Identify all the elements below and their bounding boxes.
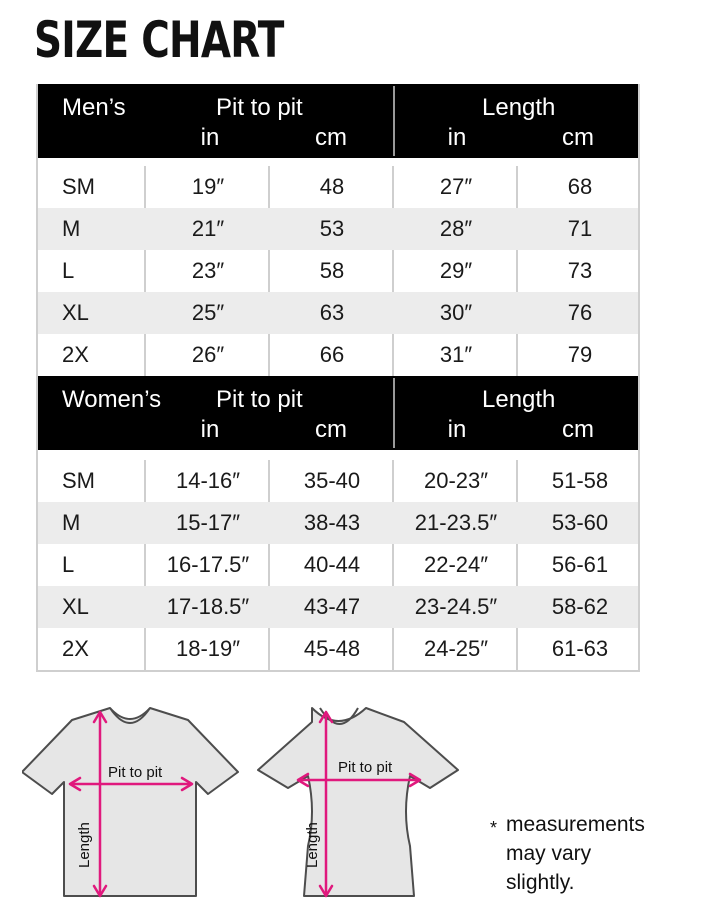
length-cm-cell: 73 <box>567 258 593 283</box>
pit-in-cell: 14-16″ <box>175 468 241 493</box>
mens-pit-to-pit-header: Pit to pit <box>216 94 303 121</box>
womens-unit-length-cm: cm <box>562 416 594 443</box>
pit-in-cell: 21″ <box>191 216 225 241</box>
size-cell: L <box>62 258 75 283</box>
size-cell: XL <box>62 594 89 619</box>
womens-table-header <box>38 376 638 450</box>
length-in-cell: 24-25″ <box>423 636 489 661</box>
womens-tshirt-diagram <box>254 696 464 900</box>
pit-cm-cell: 58 <box>319 258 345 283</box>
length-cm-cell: 56-61 <box>551 552 609 577</box>
mens-group-label: Men’s <box>62 94 126 121</box>
pit-in-cell: 19″ <box>191 174 225 199</box>
pit-in-cell: 23″ <box>191 258 225 283</box>
womens-tshirt-icon <box>258 708 458 896</box>
mens-length-header: Length <box>482 94 556 121</box>
length-in-cell: 30″ <box>439 300 473 325</box>
size-cell: XL <box>62 300 89 325</box>
table-row <box>38 166 638 208</box>
length-in-cell: 21-23.5″ <box>414 510 498 535</box>
header-divider <box>393 86 395 156</box>
length-cm-cell: 71 <box>567 216 593 241</box>
size-cell: 2X <box>62 636 89 661</box>
table-row <box>38 250 638 292</box>
size-cell: M <box>62 510 81 535</box>
length-label: Length <box>304 822 321 868</box>
pit-cm-cell: 40-44 <box>303 552 361 577</box>
length-in-cell: 20-23″ <box>423 468 489 493</box>
length-in-cell: 22-24″ <box>423 552 489 577</box>
pit-in-cell: 15-17″ <box>175 510 241 535</box>
mens-table-header <box>38 84 638 158</box>
size-cell: 2X <box>62 342 89 367</box>
length-in-cell: 27″ <box>439 174 473 199</box>
table-row <box>38 460 638 502</box>
note-line: measurements <box>506 813 645 836</box>
pit-to-pit-label: Pit to pit <box>108 764 163 781</box>
header-divider <box>393 378 395 448</box>
pit-in-cell: 26″ <box>191 342 225 367</box>
table-row <box>38 544 638 586</box>
mens-unit-pit-cm: cm <box>315 124 347 151</box>
mens-size-table <box>36 84 640 376</box>
mens-tshirt-diagram <box>22 696 242 900</box>
pit-cm-cell: 45-48 <box>303 636 361 661</box>
note-line: slightly. <box>506 871 575 894</box>
pit-cm-cell: 48 <box>319 174 345 199</box>
length-label: Length <box>76 822 93 868</box>
size-cell: SM <box>62 174 95 199</box>
pit-cm-cell: 43-47 <box>303 594 361 619</box>
table-row <box>38 334 638 376</box>
womens-unit-length-in: in <box>447 416 467 443</box>
mens-unit-pit-in: in <box>200 124 220 151</box>
table-row <box>38 502 638 544</box>
womens-unit-pit-in: in <box>200 416 220 443</box>
mens-table-body <box>38 166 638 376</box>
length-in-cell: 31″ <box>439 342 473 367</box>
pit-cm-cell: 66 <box>319 342 345 367</box>
length-in-cell: 29″ <box>439 258 473 283</box>
table-row <box>38 208 638 250</box>
page-title: SIZE CHART <box>34 11 284 69</box>
womens-group-label: Women’s <box>62 386 162 413</box>
womens-size-table <box>36 376 640 672</box>
length-cm-cell: 68 <box>567 174 593 199</box>
length-cm-cell: 61-63 <box>551 636 609 661</box>
pit-cm-cell: 53 <box>319 216 345 241</box>
note-line: may vary <box>506 842 592 865</box>
table-row <box>38 292 638 334</box>
pit-in-cell: 18-19″ <box>175 636 241 661</box>
table-row <box>38 628 638 670</box>
pit-cm-cell: 35-40 <box>303 468 361 493</box>
size-cell: M <box>62 216 81 241</box>
size-cell: L <box>62 552 75 577</box>
mens-tshirt-icon <box>22 708 238 896</box>
length-cm-cell: 53-60 <box>551 510 609 535</box>
womens-table-body <box>38 460 638 670</box>
mens-unit-length-in: in <box>447 124 467 151</box>
asterisk: * <box>490 818 498 838</box>
pit-in-cell: 25″ <box>191 300 225 325</box>
mens-unit-length-cm: cm <box>562 124 594 151</box>
pit-to-pit-label: Pit to pit <box>338 759 393 776</box>
womens-length-header: Length <box>482 386 556 413</box>
pit-cm-cell: 38-43 <box>303 510 361 535</box>
length-in-cell: 28″ <box>439 216 473 241</box>
size-cell: SM <box>62 468 95 493</box>
length-cm-cell: 79 <box>567 342 593 367</box>
length-cm-cell: 58-62 <box>551 594 609 619</box>
length-cm-cell: 76 <box>567 300 593 325</box>
length-in-cell: 23-24.5″ <box>414 594 498 619</box>
womens-unit-pit-cm: cm <box>315 416 347 443</box>
pit-in-cell: 16-17.5″ <box>166 552 250 577</box>
pit-in-cell: 17-18.5″ <box>166 594 250 619</box>
womens-pit-to-pit-header: Pit to pit <box>216 386 303 413</box>
length-cm-cell: 51-58 <box>551 468 609 493</box>
pit-cm-cell: 63 <box>319 300 345 325</box>
table-row <box>38 586 638 628</box>
